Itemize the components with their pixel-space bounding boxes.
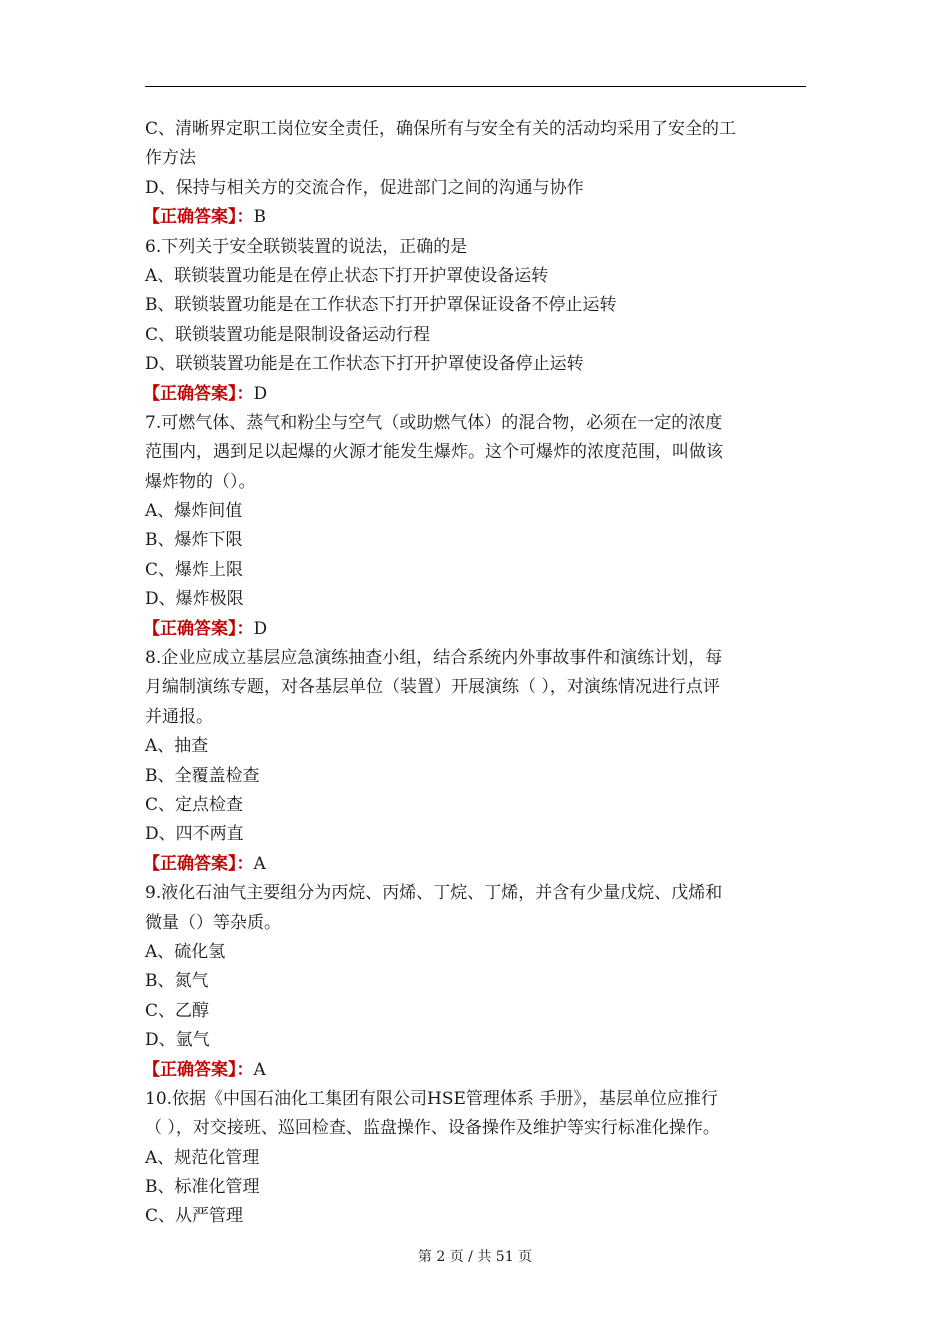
text-line: A、抽查 [145, 736, 209, 757]
text-line: 8.企业应成立基层应急演练抽查小组，结合系统内外事故事件和演练计划，每 [145, 648, 723, 669]
document-body [145, 115, 810, 1232]
text-line: B、氮气 [145, 971, 209, 992]
correct-answer [143, 615, 810, 644]
text-line: D、氩气 [145, 1030, 210, 1051]
text-line: 10.依据《中国石油化工集团有限公司HSE管理体系 手册》，基层单位应推行 [145, 1088, 718, 1109]
page-footer [0, 1246, 950, 1266]
text-line: A、爆炸间值 [145, 501, 243, 522]
text-line: 范围内，遇到足以起爆的火源才能发生爆炸。这个可爆炸的浓度范围，叫做该 [145, 442, 723, 463]
correct-answer-label: 【正确答案】： [143, 383, 254, 404]
text-line: （ ），对交接班、巡回检查、监盘操作、设备操作及维护等实行标准化操作。 [145, 1118, 720, 1139]
text-line: B、联锁装置功能是在工作状态下打开护罩保证设备不停止运转 [145, 295, 617, 316]
text-line: D、联锁装置功能是在工作状态下打开护罩使设备停止运转 [145, 354, 584, 375]
text-line: 微量（）等杂质。 [145, 912, 281, 933]
correct-answer [143, 203, 810, 232]
page-number: 第 2 页 / 共 51 页 [417, 1249, 533, 1265]
text-line: C、清晰界定职工岗位安全责任，确保所有与安全有关的活动均采用了安全的工 [145, 119, 737, 139]
text-line: 9.液化石油气主要组分为丙烷、丙烯、丁烷、丁烯，并含有少量戊烷、戊烯和 [145, 883, 723, 904]
correct-answer [143, 380, 810, 409]
text-line: D、四不两直 [145, 824, 244, 845]
text-line: 作方法 [145, 148, 196, 169]
correct-answer [143, 1056, 810, 1085]
correct-answer-value: D [253, 383, 268, 404]
correct-answer-label: 【正确答案】： [143, 853, 254, 874]
text-line: A、硫化氢 [145, 941, 226, 962]
text-line: 6.下列关于安全联锁装置的说法，正确的是 [145, 236, 468, 257]
text-line: A、规范化管理 [145, 1147, 260, 1168]
text-line: C、乙醇 [145, 1000, 210, 1021]
correct-answer-value: A [253, 853, 266, 874]
text-line: B、标准化管理 [145, 1177, 260, 1198]
text-line: 月编制演练专题，对各基层单位（装置）开展演练（ ），对演练情况进行点评 [145, 677, 720, 698]
correct-answer-label: 【正确答案】： [143, 1059, 254, 1080]
text-line: 并通报。 [145, 706, 213, 727]
text-line: D、爆炸极限 [145, 589, 244, 610]
text-line: B、爆炸下限 [145, 530, 243, 551]
text-line: 爆炸物的（）。 [145, 471, 256, 492]
correct-answer-value: B [253, 207, 266, 228]
correct-answer-value: A [253, 1059, 266, 1080]
text-line: C、联锁装置功能是限制设备运动行程 [145, 324, 431, 345]
correct-answer [143, 850, 810, 879]
text-line: A、联锁装置功能是在停止状态下打开护罩使设备运转 [145, 265, 549, 286]
header-rule [145, 86, 806, 87]
correct-answer-label: 【正确答案】： [143, 618, 254, 639]
text-line: B、全覆盖检查 [145, 765, 260, 786]
text-line: 7.可燃气体、蒸气和粉尘与空气（或助燃气体）的混合物，必须在一定的浓度 [145, 412, 723, 433]
correct-answer-value: D [253, 618, 268, 639]
text-line: C、定点检查 [145, 794, 244, 815]
correct-answer-label: 【正确答案】： [143, 207, 254, 228]
text-line: C、爆炸上限 [145, 559, 244, 580]
text-line: C、从严管理 [145, 1206, 244, 1227]
text-line: D、保持与相关方的交流合作，促进部门之间的沟通与协作 [145, 177, 584, 198]
